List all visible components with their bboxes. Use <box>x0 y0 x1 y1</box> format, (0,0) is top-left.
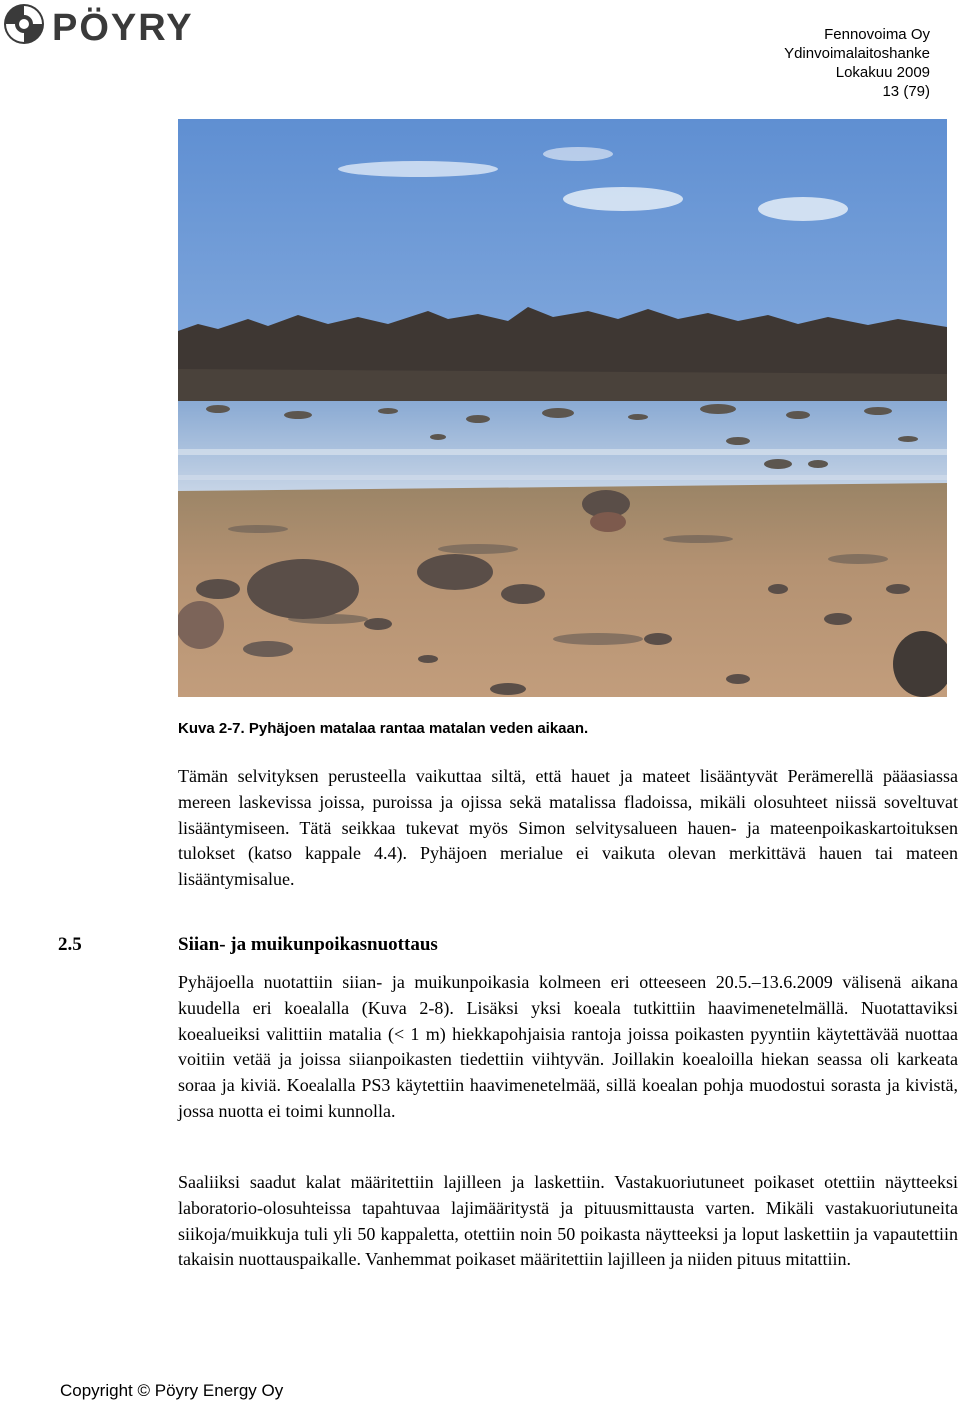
section-number: 2.5 <box>58 934 82 955</box>
body-paragraph: Tämän selvityksen perusteella vaikuttaa siltä, että hauet ja mateet lisääntyvät Perämerellä pääasiassa mereen laskevissa joissa, puroissa ja ojissa sekä matalissa fladoissa, mikäli olosuhteet niissä soveltuvat lisääntymiseen. Tätä seikkaa tukevat myös Simon selvitysalueen hauen- ja mateenpoikaskartoituksen tulokset (katso kappale 4.4). Pyhäjoen merialue ei vaikuta olevan merkittävä hauen tai mateen lisääntymisalue. <box>178 766 958 890</box>
header-page-number: 13 (79) <box>882 83 930 100</box>
poyry-logo <box>2 2 242 46</box>
poyry-logo-wordmark: PÖYRY <box>52 7 194 46</box>
page-header <box>784 25 930 101</box>
section-paragraph-1: Pyhäjoella nuotattiin siian- ja muikunpoikasia kolmeen eri otteeseen 20.5.–13.6.2009 välisenä aikana kuudella eri koealalla (Kuva 2-8). Lisäksi yksi koeala tutkittiin haavimenetelmällä. Nuotattaviksi koealueiksi valittiin matalia (< 1 m) hiekkapohjaisia rantoja joissa poikasten pyyntiin käytettävää nuottaa voitiin vetää ja joissa siianpoikasten tiedettiin viihtyvän. Joillakin koealoilla hiekan seassa oli karkeata soraa ja kiviä. Koealalla PS3 käytettiin haavimenetelmää, sillä koealan pohja muodostui sorasta ja kivistä, jossa nuotta ei toimi kunnolla. <box>178 972 958 1121</box>
header-date: Lokakuu 2009 <box>835 64 930 81</box>
header-company: Fennovoima Oy <box>824 26 930 43</box>
shore-photo <box>178 119 947 697</box>
poyry-logo-emblem-icon <box>4 4 44 44</box>
page-footer-copyright: Copyright © Pöyry Energy Oy <box>60 1381 284 1400</box>
section-paragraph-2: Saaliiksi saadut kalat määritettiin lajilleen ja laskettiin. Vastakuoriutuneet poikaset otettiin näytteeksi laboratorio-olosuhteissa tapahtuvaa lajimääritystä ja pituusmittausta varten. Mikäli vastakuoriutuneita siikoja/muikkuja tuli yli 50 kappaletta, otettiin noin 50 poikasta näytteeksi ja loput laskettiin ja vapautettiin takaisin nuottauspaikalle. Vanhemmat poikaset määritettiin lajilleen ja niiden pituus mitattiin. <box>178 1172 958 1270</box>
section-title: Siian- ja muikunpoikasnuottaus <box>178 934 438 955</box>
header-project: Ydinvoimalaitoshanke <box>784 45 930 62</box>
figure-caption: Kuva 2-7. Pyhäjoen matalaa rantaa matalan veden aikaan. <box>178 720 589 737</box>
